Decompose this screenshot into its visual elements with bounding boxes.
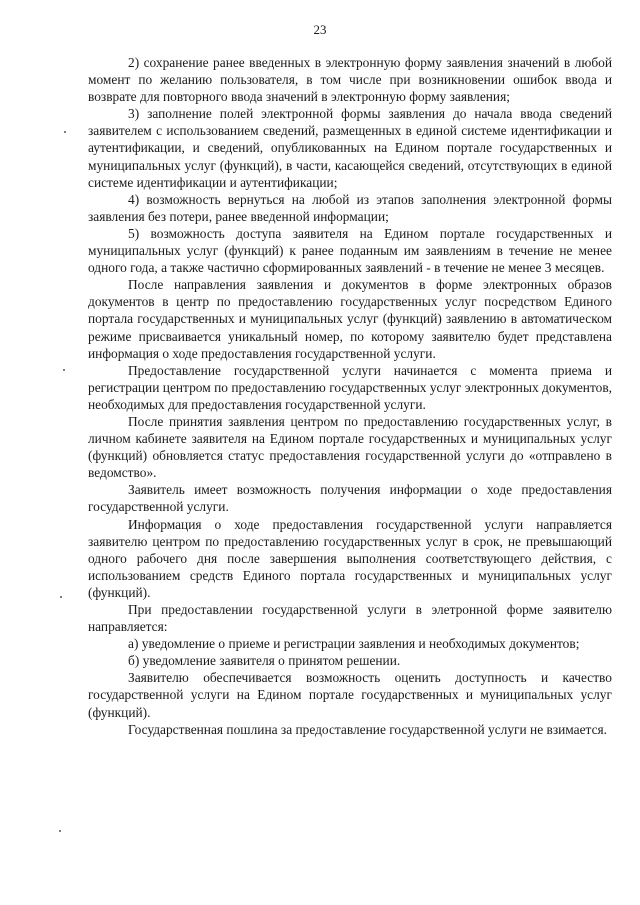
scan-speck [59, 830, 61, 832]
paragraph: После принятия заявления центром по предоставлению государственных услуг, в личном кабинете заявителя на Едином портале государственных и муниципальных услуг (функций) обновляется статус предоставления государственной услуги до «отправлено в ведомство». [88, 413, 612, 481]
paragraph: После направления заявления и документов в форме электронных образов документов в центр по предоставлению государственных услуг посредством Единого портала государственных и муниципальных услуг (функций) заявлению в автоматическом режиме присваивается уникальный номер, по которому заявителю будет представлена информация о ходе предоставления государственной услуги. [88, 277, 612, 361]
scan-speck [60, 596, 62, 598]
scan-speck [64, 131, 66, 133]
paragraph: При предоставлении государственной услуги в элетронной форме заявителю направляется: [88, 602, 612, 635]
paragraph: Заявителю обеспечивается возможность оценить доступность и качество государственной услуги на Едином портале государственных и муниципальных услуг (функций). [88, 670, 612, 720]
paragraph: Заявитель имеет возможность получения информации о ходе предоставления государственной услуги. [88, 482, 612, 515]
paragraph: Предоставление государственной услуги начинается с момента приема и регистрации центром по предоставлению государственных услуг электронных документов, необходимых для предоставления государственной услуги. [88, 362, 612, 412]
scan-speck [63, 369, 65, 371]
page-body [88, 54, 612, 738]
paragraph: 2) сохранение ранее введенных в электронную форму заявления значений в любой момент по желанию пользователя, в том числе при возникновении ошибок ввода и возврате для повторного ввода значений в электронную форму заявления; [88, 55, 612, 105]
page-number: 23 [313, 22, 327, 37]
paragraph: а) уведомление о приеме и регистрации заявления и необходимых документов; [128, 636, 580, 652]
paragraph: Государственная пошлина за предоставление государственной услуги не взимается. [128, 721, 608, 737]
paragraph: 3) заполнение полей электронной формы заявления до начала ввода сведений заявителем с использованием сведений, размещенных в единой системе идентификации и аутентификации, и сведений, опубликованных на Едином портале государственных и муниципальных услуг (функций), в части, касающейся сведений, отсутствующих в единой системе идентификации и аутентификации; [88, 106, 612, 190]
paragraph: 4) возможность вернуться на любой из этапов заполнения электронной формы заявления без потери, ранее введенной информации; [88, 191, 612, 224]
paragraph: 5) возможность доступа заявителя на Едином портале государственных и муниципальных услуг (функций) к ранее поданным им заявлениям в течение не менее одного года, а также частично сформированных заявлений - в течение не менее 3 месяцев. [88, 225, 612, 276]
paragraph: б) уведомление заявителя о принятом решении. [128, 653, 401, 669]
paragraph: Информация о ходе предоставления государственной услуги направляется заявителю центром по предоставлению государственных услуг в срок, не превышающий одного рабочего дня после завершения выполнения соответствующего действия, с использованием средств Единого портала государственных и муниципальных услуг (функций). [88, 516, 612, 600]
